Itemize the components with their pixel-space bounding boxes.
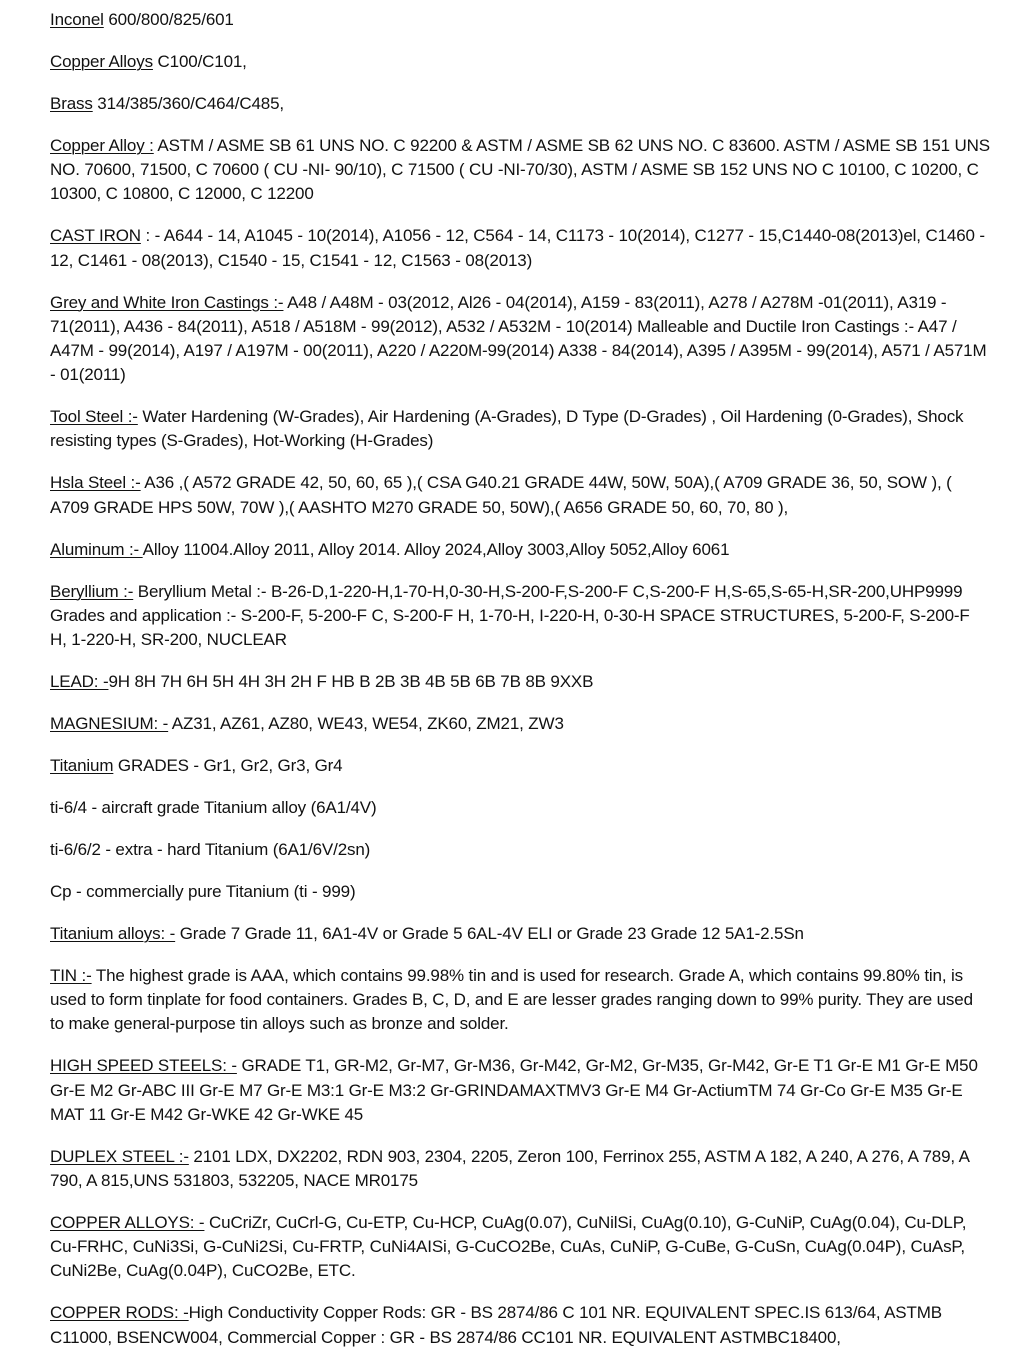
entry-label: Titanium alloys: - [50,924,176,944]
entry-copper-alloys-list [50,1211,990,1284]
entry-label: Inconel [50,10,104,29]
entry-text: GRADE T1, GR-M2, Gr-M7, Gr-M36, Gr-M42, Gr-M2, Gr-M35, Gr-M42, Gr-E T1 Gr-E M1 Gr-E M50 Gr-E M2 Gr-ABC III Gr-E M7 Gr-E M3:1 Gr-E M3:2 Gr-GRINDAMAXTMV3 Gr-E M4 Gr-ActiumTM 74 Gr-Co Gr-E M35 Gr-E MAT 11 Gr-E M42 Gr-WKE 42 Gr-WKE 45 [50,1056,978,1124]
entry-text: 314/385/360/C464/C485, [92,94,284,113]
entry-text: High Conductivity Copper Rods: GR - BS 2874/86 C 101 NR. EQUIVALENT SPEC.IS 613/64, ASTMB C11000, BSENCW004, Commercial Copper : GR - BS 2874/86 CC101 NR. EQUIVALENT ASTMBC18400, [50,1303,942,1347]
entry-label: COPPER ALLOYS: - [50,1213,205,1233]
entry-label: Titanium [50,756,114,776]
entry-text: GRADES - Gr1, Gr2, Gr3, Gr4 [113,756,343,776]
entry-label: LEAD: - [50,672,109,692]
entry-label: COPPER RODS: - [50,1303,189,1323]
entry-label: HIGH SPEED STEELS: - [50,1056,237,1076]
entry-titanium [50,754,990,778]
entry-aluminum [50,538,990,562]
entry-text: Cp - commercially pure Titanium (ti - 999) [50,882,356,902]
entry-text: The highest grade is AAA, which contains 99.98% tin and is used for research. Grade A, which contains 99.80% tin, is used to form tinplate for food containers. Grades B, C, D, and E are lesser grades ranging down to 99% purity. They are used to make general-purpose tin alloys such as bronze and solder. [50,966,973,1034]
entry-titanium-alloys [50,922,990,946]
entry-tin [50,964,990,1037]
entry-label: Copper Alloys [50,52,153,71]
entry-grey-white-iron [50,291,990,388]
entry-text: Alloy 11004.Alloy 2011, Alloy 2014. Alloy 2024,Alloy 3003,Alloy 5052,Alloy 6061 [142,539,730,559]
entry-label: Aluminum :- [50,539,143,559]
entry-text: CuCriZr, CuCrl-G, Cu-ETP, Cu-HCP, CuAg(0.07), CuNilSi, CuAg(0.10), G-CuNiP, CuAg(0.04), Cu-DLP, Cu-FRHC, CuNi3Si, G-CuNi2Si, Cu-FRTP, CuNi4AISi, G-CuCO2Be, CuAs, CuNiP, G-CuBe, G-CuSn, CuAg(0.04P), CuAsP, CuNi2Be, CuAg(0.04P), CuCO2Be, ETC. [50,1213,967,1281]
entry-label: CAST IRON [50,226,141,246]
entry-text: ti-6/6/2 - extra - hard Titanium (6A1/6V/2sn) [50,840,371,860]
entry-inconel [50,8,990,32]
entry-label: TIN :- [50,966,92,986]
entry-brass [50,92,990,116]
entry-cp-titanium [50,880,990,904]
entry-high-speed-steels [50,1054,990,1127]
entry-text: 2101 LDX, DX2202, RDN 903, 2304, 2205, Zeron 100, Ferrinox 255, ASTM A 182, A 240, A 276, A 789, A 790, A 815,UNS 531803, 532205, NACE MR0175 [50,1146,969,1191]
entry-copper-alloy-astm [50,134,990,207]
entry-label: Beryllium :- [50,581,134,601]
entry-hsla-steel [50,471,990,519]
entry-text: A48 / A48M - 03(2012, Al26 - 04(2014), A159 - 83(2011), A278 / A278M -01(2011), A319 - 71(2011), A436 - 84(2011), A518 / A518M - 99(2012), A532 / A532M - 10(2014) Malleable and Ductile Iron Castings :- A47 / A47M - 99(2014), A197 / A197M - 00(2011), A220 / A220M-99(2014) A338 - 84(2014), A395 / A395M - 99(2014), A571 / A571M - 01(2011) [50,292,987,385]
entry-duplex-steel [50,1145,990,1193]
entry-label: Brass [50,94,93,113]
entry-label: Grey and White Iron Castings :- [50,292,284,312]
entry-ti-6-4 [50,796,990,820]
entry-tool-steel [50,405,990,453]
entry-label: DUPLEX STEEL :- [50,1146,189,1166]
entry-lead [50,670,990,694]
entry-beryllium [50,580,990,653]
entry-text: AZ31, AZ61, AZ80, WE43, WE54, ZK60, ZM21, ZW3 [168,714,564,734]
entry-label: MAGNESIUM: - [50,714,169,734]
entry-label: Copper Alloy : [50,136,154,155]
entry-label: Tool Steel :- [50,407,138,427]
entry-text: Beryllium Metal :- B-26-D,1-220-H,1-70-H,0-30-H,S-200-F,S-200-F C,S-200-F H,S-65,S-65-H,SR-200,UHP9999 Grades and application :- S-200-F, 5-200-F C, S-200-F H, 1-70-H, I-220-H, 0-30-H SPACE STRUCTURES, 5-200-F, S-200-F H, 1-220-H, SR-200, NUCLEAR [50,581,970,650]
entry-text: C100/C101, [152,52,247,71]
entry-text: A36 ,( A572 GRADE 42, 50, 60, 65 ),( CSA G40.21 GRADE 44W, 50W, 50A),( A709 GRADE 36, 50, SOW ), ( A709 GRADE HPS 50W, 70W ),( AASHTO M270 GRADE 50, 50W),( A656 GRADE 50, 60, 70, 80 ), [50,473,952,517]
entry-magnesium [50,712,990,736]
entry-text: ASTM / ASME SB 61 UNS NO. C 92200 & ASTM / ASME SB 62 UNS NO. C 83600. ASTM / ASME SB 151 UNS NO. 70600, 71500, C 70600 ( CU -NI- 90/10), C 71500 ( CU -NI-70/30), ASTM / ASME SB 152 UNS NO C 10100, C 10200, C 10300, C 10800, C 12000, C 12200 [50,136,990,204]
entry-text: 9H 8H 7H 6H 5H 4H 3H 2H F HB B 2B 3B 4B 5B 6B 7B 8B 9XXB [108,672,594,692]
entry-copper-alloys-c100 [50,50,990,74]
entry-ti-6-6-2 [50,838,990,862]
entry-cast-iron [50,224,990,272]
entry-text: 600/800/825/601 [103,10,234,29]
entry-text: ti-6/4 - aircraft grade Titanium alloy (6A1/4V) [50,798,377,818]
entry-text: Grade 7 Grade 11, 6A1-4V or Grade 5 6AL-4V ELI or Grade 23 Grade 12 5A1-2.5Sn [175,924,804,944]
entry-copper-rods [50,1301,990,1349]
entry-text: Water Hardening (W-Grades), Air Hardening (A-Grades), D Type (D-Grades) , Oil Hardening (0-Grades), Shock resisting types (S-Grades), Hot-Working (H-Grades) [50,407,964,451]
entry-text: : - A644 - 14, A1045 - 10(2014), A1056 - 12, C564 - 14, C1173 - 10(2014), C1277 - 15,C1440-08(2013)el, C1460 - 12, C1461 - 08(2013), C1540 - 15, C1541 - 12, C1563 - 08(2013) [50,226,985,270]
entry-label: Hsla Steel :- [50,473,141,493]
document-page [50,8,990,1368]
